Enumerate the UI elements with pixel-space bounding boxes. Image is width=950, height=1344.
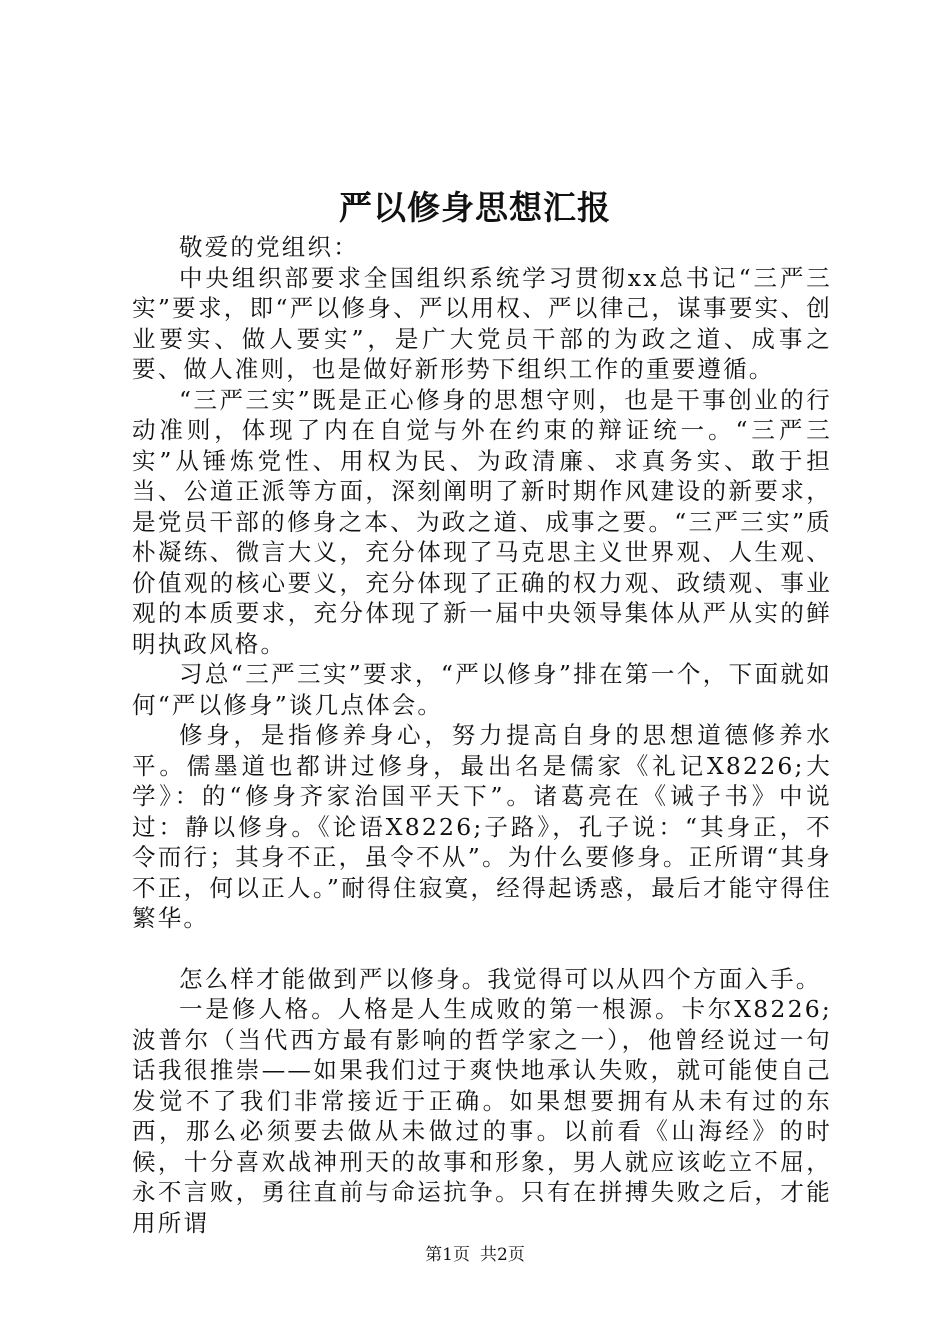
document-body (132, 232, 832, 1238)
paragraph-1: 中央组织部要求全国组织系统学习贯彻xx总书记“三严三实”要求，即“严以修身、严以用权、严以律己，谋事要实、创业要实、做人要实”，是广大党员干部的为政之道、成事之要、做人准则，也是做好新形势下组织工作的重要遵循。 (132, 263, 832, 383)
page-footer (0, 1243, 950, 1267)
paragraph-2: “三严三实”既是正心修身的思想守则，也是干事创业的行动准则，体现了内在自觉与外在约束的辩证统一。“三严三实”从锤炼党性、用权为民、为政清廉、求真务实、敢于担当、公道正派等方面，深刻阐明了新时期作风建设的新要求，是党员干部的修身之本、为政之道、成事之要。“三严三实”质朴凝练、微言大义，充分体现了马克思主义世界观、人生观、价值观的核心要义，充分体现了正确的权力观、政绩观、事业观的本质要求，充分体现了新一届中央领导集体从严从实的鲜明执政风格。 (132, 385, 832, 658)
salutation: 敬爱的党组织： (179, 233, 359, 261)
page-number-current: 第1页 (425, 1245, 470, 1265)
paragraph-4: 修身，是指修养身心，努力提高自身的思想道德修养水平。儒墨道也都讲过修身，最出名是儒家《礼记X8226;大学》：的“修身齐家治国平天下”。诸葛亮在《诫子书》中说过：静以修身。《论语X8226;子路》，孔子说：“其身正，不令而行；其身不正，虽令不从”。为什么要修身。正所谓“其身不正，何以正人。”耐得住寂寞，经得起诱惑，最后才能守得住繁华。 (132, 721, 832, 932)
document-title: 严以修身思想汇报 (339, 188, 611, 227)
page-number-total: 共2页 (480, 1245, 525, 1265)
paragraph-5: 怎么样才能做到严以修身。我觉得可以从四个方面入手。 (179, 964, 822, 993)
paragraph-3: 习总“三严三实”要求，“严以修身”排在第一个，下面就如何“严以修身”谈几点体会。 (132, 660, 832, 719)
paragraph-6: 一是修人格。人格是人生成败的第一根源。卡尔X8226;波普尔（当代西方最有影响的哲学家之一），他曾经说过一句话我很推崇——如果我们过于爽快地承认失败，就可能使自己发觉不了我们非常接近于正确。如果想要拥有从未有过的东西，那么必须要去做从未做过的事。以前看《山海经》的时候，十分喜欢战神刑天的故事和形象，男人就应该屹立不屈，永不言败，勇往直前与命运抗争。只有在拼搏失败之后，才能用所谓 (132, 995, 832, 1237)
